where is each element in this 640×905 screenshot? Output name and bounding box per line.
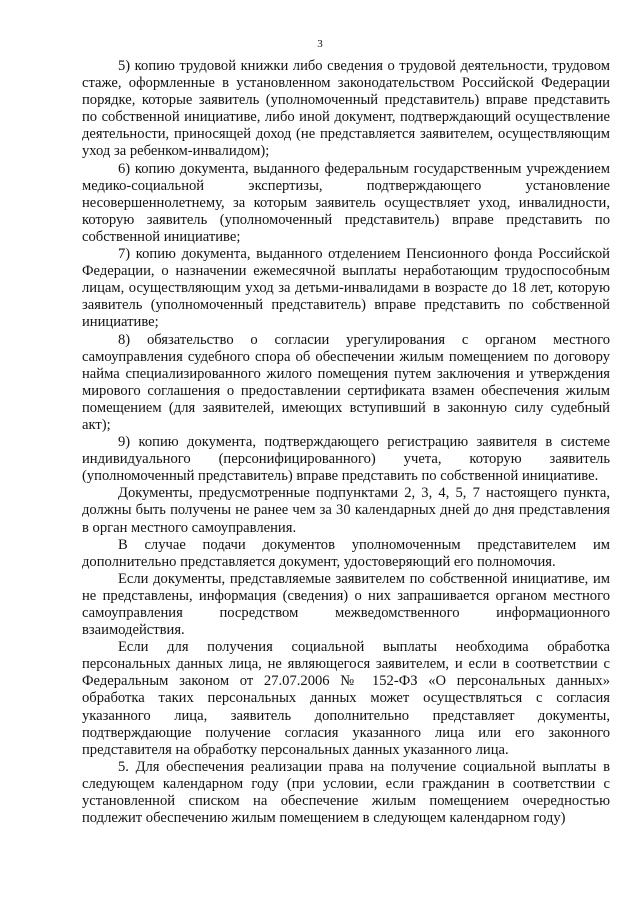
paragraph-personal-data: Если для получения социальной выплаты необходима обработка персональных данных лица, не являющегося заявителем, и если в соответствии с Федеральным законом от 27.07.2006 № 152-ФЗ «О персональных данных» обработка таких персональных данных может осуществляться с согласия указанного лица, заявитель дополнительно представляет документы, подтверждающие получение согласия указанного лица или его законного представителя на обработку персональных данных указанного лица. [82,639,610,758]
paragraph-item-5: 5) копию трудовой книжки либо сведения о трудовой деятельности, трудовом стаже, оформленные в установленном законодательством Российской Федерации порядке, которые заявитель (уполномоченный представитель) вправе представить по собственной инициативе, либо иной документ, подтверждающий осуществление деятельности, приносящей доход (не представляется заявителем, осуществляющим уход за ребенком-инвалидом); [82,58,610,160]
paragraph-item-8: 8) обязательство о согласии урегулирования с органом местного самоуправления судебного спора об обеспечении жилым помещением по договору найма специализированного жилого помещения путем заключения и утверждения мирового соглашения о предоставлении сертификата взамен обеспечения жилым помещением (для заявителей, имеющих вступивший в законную силу судебный акт); [82,331,610,433]
paragraph-item-9: 9) копию документа, подтверждающего регистрацию заявителя в системе индивидуального (персонифицированного) учета, которую заявитель (уполномоченный представитель) вправе представить по собственной инициативе. [82,434,610,485]
paragraph-item-7: 7) копию документа, выданного отделением Пенсионного фонда Российской Федерации, о назначении ежемесячной выплаты неработающим трудоспособным лицам, осуществляющим уход за детьми-инвалидами в возрасте до 18 лет, которую заявитель (уполномоченный представитель) вправе представить по собственной инициативе; [82,246,610,331]
paragraph-item-6: 6) копию документа, выданного федеральным государственным учреждением медико-социальной экспертизы, подтверждающего установление несовершеннолетнему, за которым заявитель осуществляет уход, инвалидности, которую заявитель (уполномоченный представитель) вправе представить по собственной инициативе; [82,160,610,245]
document-body [82,58,610,827]
paragraph-documents-validity: Документы, предусмотренные подпунктами 2, 3, 4, 5, 7 настоящего пункта, должны быть получены не ранее чем за 30 календарных дней до дня представления в орган местного самоуправления. [82,485,610,536]
paragraph-representative: В случае подачи документов уполномоченным представителем им дополнительно представляется документ, удостоверяющий его полномочия. [82,536,610,570]
page-number: 3 [317,38,323,50]
paragraph-interagency-request: Если документы, представляемые заявителем по собственной инициативе, им не представлены, информация (сведения) о них запрашивается органом местного самоуправления посредством межведомственного информационного взаимодействия. [82,570,610,639]
paragraph-point-5: 5. Для обеспечения реализации права на получение социальной выплаты в следующем календарном году (при условии, если гражданин в соответствии с установленной списком на обеспечение жилым помещением очередностью подлежит обеспечению жилым помещением в следующем календарном году) [82,758,610,827]
